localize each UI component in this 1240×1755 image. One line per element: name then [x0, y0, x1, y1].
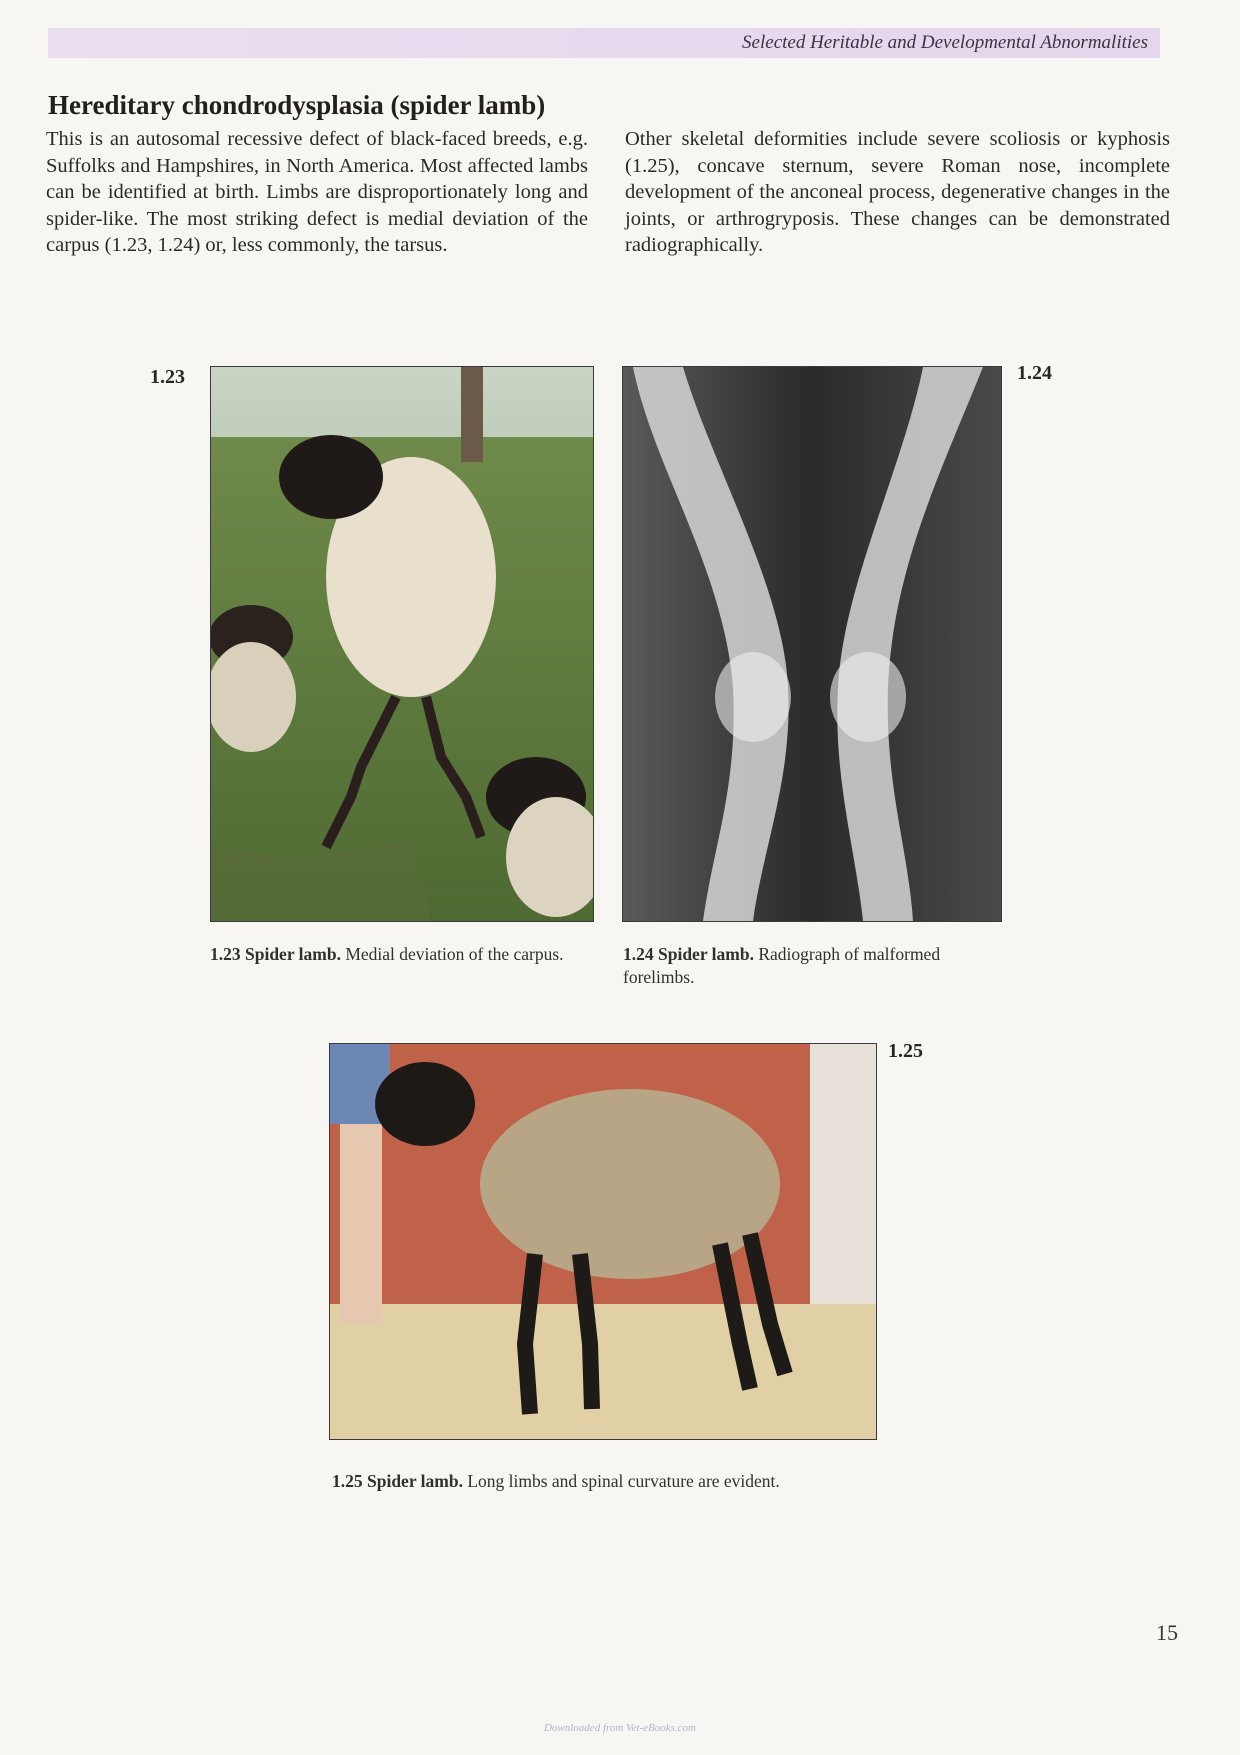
figure-1-25-caption-label: 1.25 Spider lamb. [332, 1471, 463, 1491]
section-title: Hereditary chondrodysplasia (spider lamb) [48, 90, 546, 120]
figure-1-25-caption [332, 1470, 892, 1493]
figure-1-25-caption-text: Long limbs and spinal curvature are evident. [462, 1471, 780, 1491]
figure-1-24-caption [623, 943, 1009, 989]
figure-number-1-24: 1.24 [1017, 362, 1052, 384]
footer-watermark: Downloaded from Vet-eBooks.com [543, 1722, 697, 1734]
figure-1-25-photo [329, 1043, 877, 1440]
figure-number-1-25: 1.25 [888, 1040, 923, 1062]
figure-1-24-caption-label: 1.24 Spider lamb. [623, 944, 754, 964]
figure-1-23-caption-text: Medial deviation of the carpus. [340, 944, 564, 964]
figure-1-23-caption [210, 943, 596, 966]
page-number: 15 [1156, 1620, 1178, 1645]
figure-1-23-photo [210, 366, 594, 922]
running-header-title: Selected Heritable and Developmental Abnormalities [742, 32, 1148, 53]
figure-number-1-23: 1.23 [150, 366, 185, 388]
body-text-left-column: This is an autosomal recessive defect of black-faced breeds, e.g. Suffolks and Hampshires, in North America. Most affected lambs can be identified at birth. Limbs are disproportionately long and spider-like. The most striking defect is medial deviation of the carpus (1.23, 1.24) or, less commonly, the tarsus. [46, 128, 588, 256]
figure-1-23-caption-label: 1.23 Spider lamb. [210, 944, 341, 964]
figure-1-24-radiograph [622, 366, 1002, 922]
body-text-right-column: Other skeletal deformities include severe scoliosis or kyphosis (1.25), concave sternum, severe Roman nose, incomplete development of the anconeal process, degenerative changes in the joints, or arthrogryposis. These changes can be demonstrated radiographically. [625, 128, 1170, 256]
running-header [48, 28, 1160, 58]
figure-1-24-caption-text: Radiograph of malformed forelimbs. [623, 944, 941, 987]
